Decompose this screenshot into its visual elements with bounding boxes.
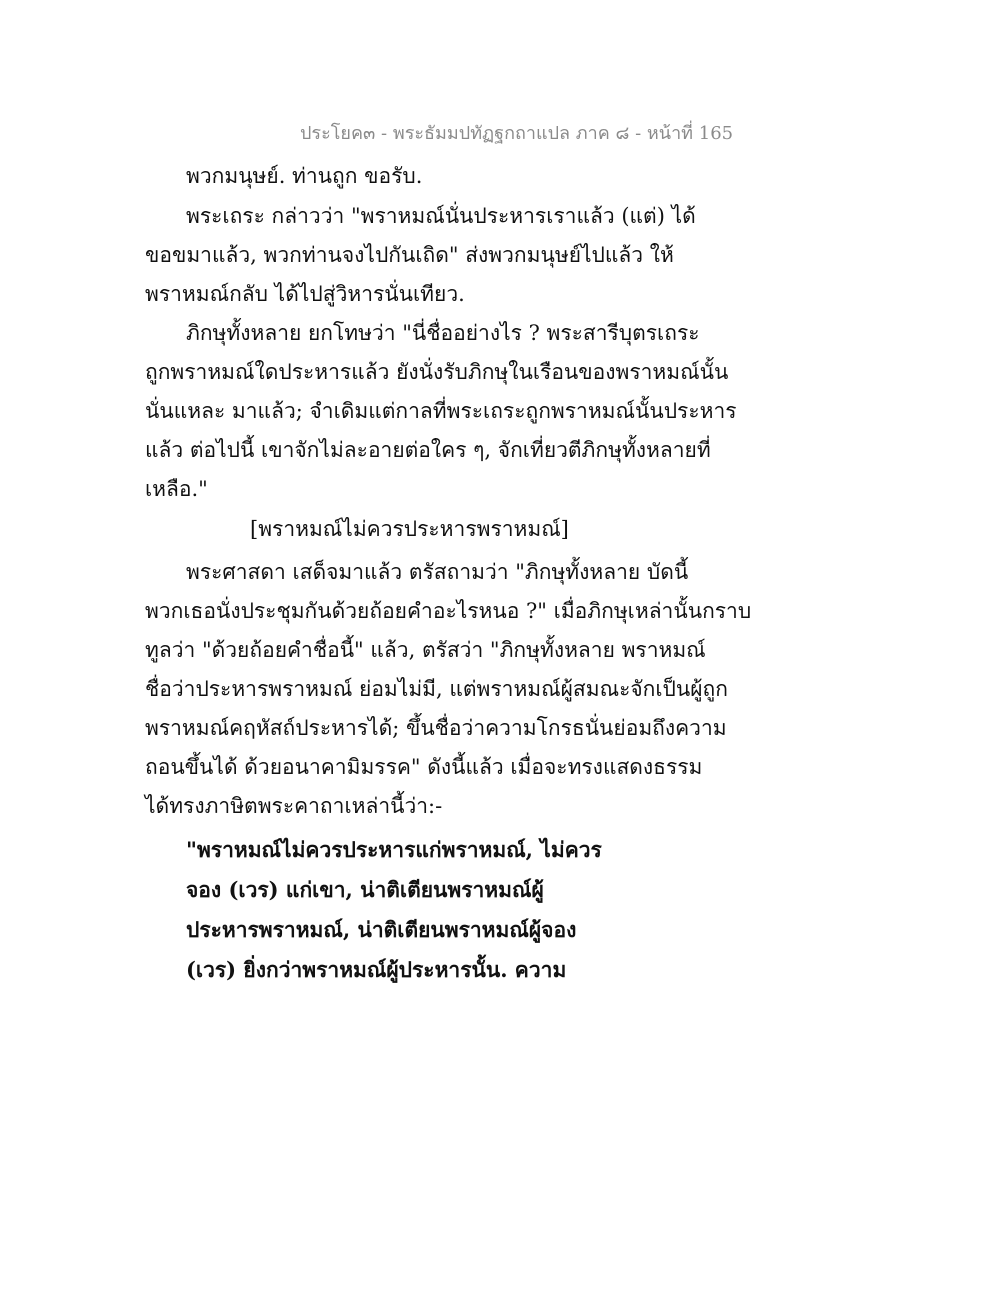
text-line: ชื่อว่าประหารพราหมณ์ ย่อมไม่มี, แต่พราหมณ์ผู้สมณะจักเป็นผู้ถูก xyxy=(145,677,728,701)
text-line: พระศาสดา เสด็จมาแล้ว ตรัสถามว่า "ภิกษุทั้งหลาย บัดนี้ xyxy=(186,560,689,584)
text-line: พวกเธอนั่งประชุมกันด้วยถ้อยคำอะไรหนอ ?" เมื่อภิกษุเหล่านั้นกราบ xyxy=(145,599,752,623)
verse-line: "พราหมณ์ไม่ควรประหารแก่พราหมณ์, ไม่ควร xyxy=(186,837,602,862)
text-line: ได้ทรงภาษิตพระคาถาเหล่านี้ว่า:- xyxy=(145,794,443,818)
verse-line: ประหารพราหมณ์, น่าติเตียนพราหมณ์ผู้จอง xyxy=(186,917,577,942)
text-line: พระเถระ กล่าวว่า "พราหมณ์นั่นประหารเราแล้ว (แต่) ได้ xyxy=(186,204,696,228)
text-line: ทูลว่า "ด้วยถ้อยคำชื่อนี้" แล้ว, ตรัสว่า "ภิกษุทั้งหลาย พราหมณ์ xyxy=(145,638,706,662)
text-line: พวกมนุษย์. ท่านถูก ขอรับ. xyxy=(186,164,423,188)
text-line: ภิกษุทั้งหลาย ยกโทษว่า "นี่ชื่ออย่างไร ? พระสารีบุตรเถระ xyxy=(186,321,700,345)
text-line: ถูกพราหมณ์ใดประหารแล้ว ยังนั่งรับภิกษุในเรือนของพราหมณ์นั้น xyxy=(145,360,729,384)
page-header: ประโยค๓ - พระธัมมปทัฏฐกถาแปล ภาค ๘ - หน้าที่ 165 xyxy=(300,123,734,144)
section-heading: [พราหมณ์ไม่ควรประหารพราหมณ์] xyxy=(250,517,569,541)
text-line: พราหมณ์คฤหัสถ์ประหารได้; ขึ้นชื่อว่าความโกรธนั่นย่อมถึงความ xyxy=(145,716,727,740)
text-line: แล้ว ต่อไปนี้ เขาจักไม่ละอายต่อใคร ๆ, จักเที่ยวตีภิกษุทั้งหลายที่ xyxy=(145,438,711,462)
text-line: ถอนขึ้นได้ ด้วยอนาคามิมรรค" ดังนี้แล้ว เมื่อจะทรงแสดงธรรม xyxy=(145,755,703,779)
text-line: ขอขมาแล้ว, พวกท่านจงไปกันเถิด" ส่งพวกมนุษย์ไปแล้ว ให้ xyxy=(145,243,674,267)
verse-line: (เวร) ยิ่งกว่าพราหมณ์ผู้ประหารนั้น. ความ xyxy=(186,957,567,982)
text-line: พราหมณ์กลับ ได้ไปสู่วิหารนั่นเทียว. xyxy=(145,282,465,306)
text-line: เหลือ." xyxy=(145,477,208,501)
verse-line: จอง (เวร) แก่เขา, น่าติเตียนพราหมณ์ผู้ xyxy=(186,877,544,902)
text-line: นั่นแหละ มาแล้ว; จำเดิมแต่กาลที่พระเถระถูกพราหมณ์นั้นประหาร xyxy=(145,399,737,423)
